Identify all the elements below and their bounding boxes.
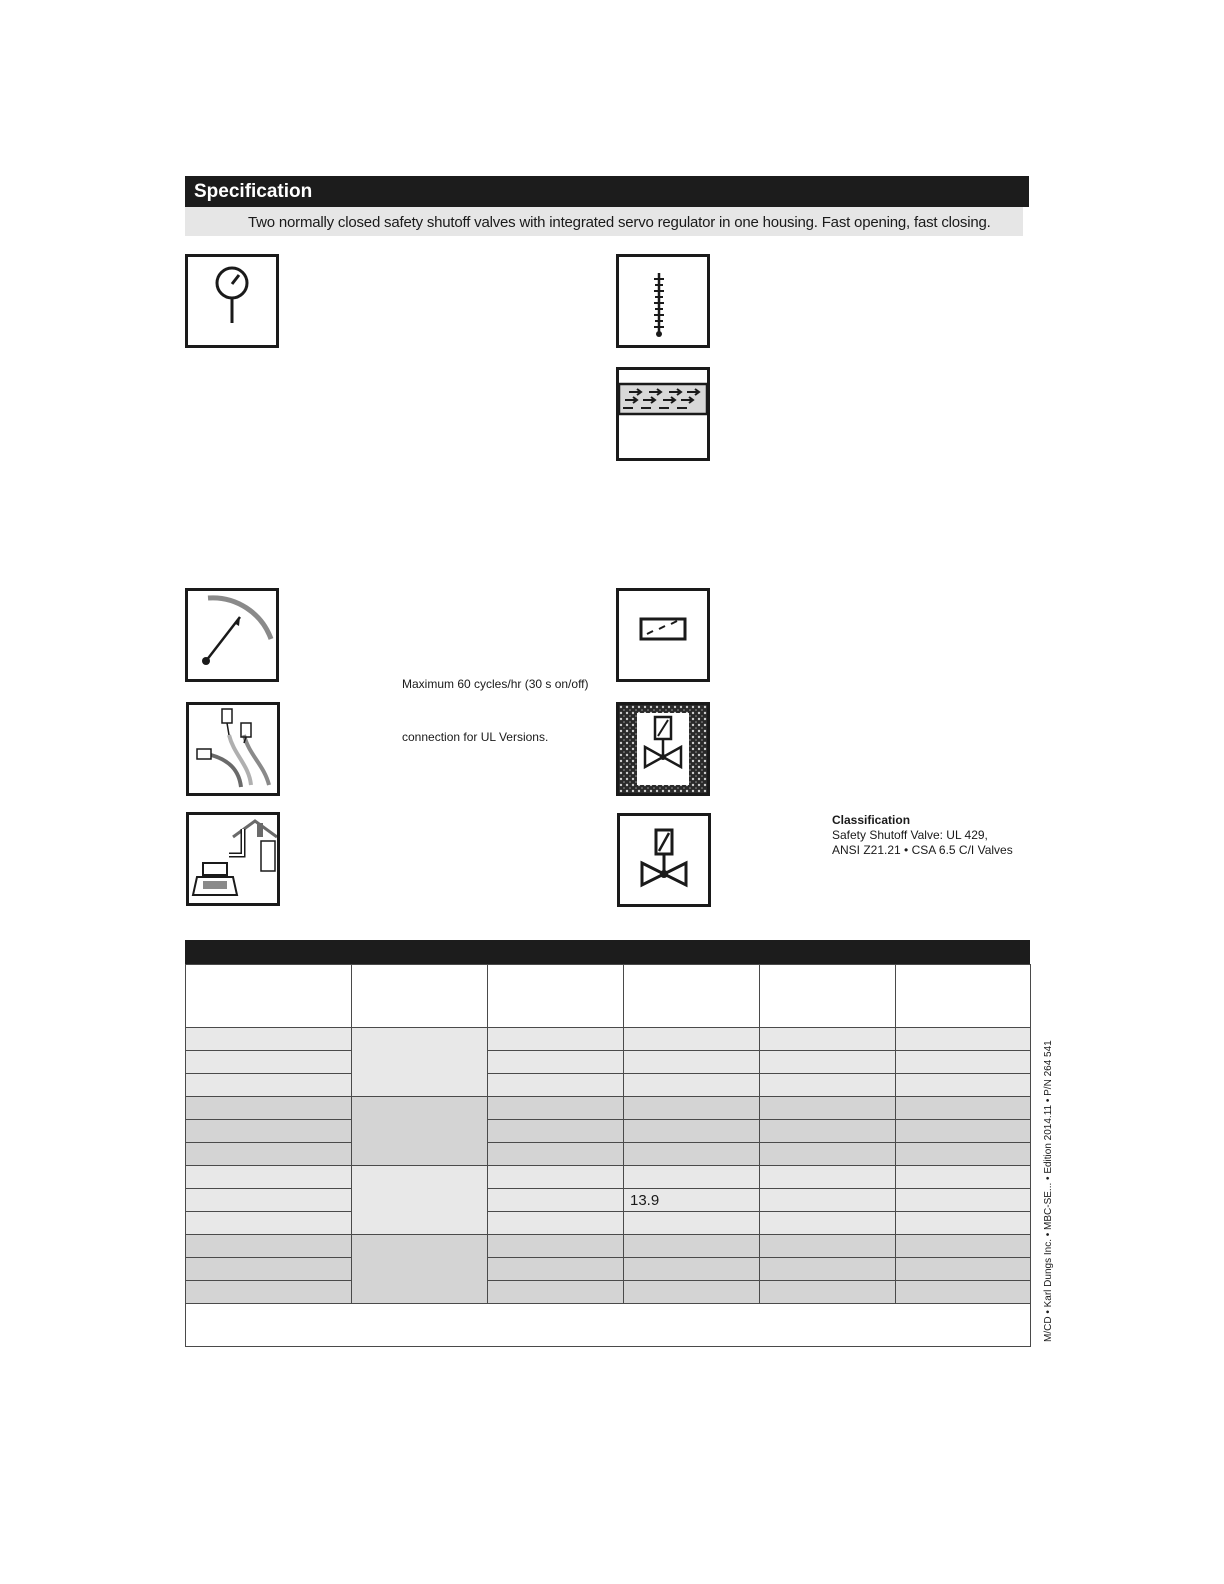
table-cell-value: 13.9 — [624, 1189, 760, 1212]
spec-table — [185, 940, 1030, 1358]
table-row — [186, 1028, 1031, 1051]
classification-line-1: Safety Shutoff Valve: UL 429, — [832, 828, 988, 842]
table-row — [186, 1097, 1031, 1120]
table-row — [186, 1189, 1031, 1212]
wiring-icon — [186, 702, 280, 796]
connection-text: connection for UL Versions. — [402, 730, 549, 744]
table-row — [186, 1120, 1031, 1143]
table-footer-row — [186, 1304, 1031, 1347]
table-row — [186, 1166, 1031, 1189]
table-row — [186, 1051, 1031, 1074]
table-header-row — [186, 965, 1031, 1028]
table-row — [186, 1212, 1031, 1235]
table-header-bar — [185, 940, 1030, 964]
table-row — [186, 1143, 1031, 1166]
classification-line-2: ANSI Z21.21 • CSA 6.5 C/I Valves — [832, 843, 1013, 857]
spec-table-grid — [185, 964, 1031, 1347]
table-row — [186, 1235, 1031, 1258]
specification-description: Two normally closed safety shutoff valves with integrated servo regulator in one housing. Fast opening, fast closing. — [185, 207, 1023, 236]
electrical-box-icon — [616, 588, 710, 682]
installation-icon — [186, 812, 280, 906]
specification-title: Specification — [185, 176, 1029, 207]
dial-icon — [185, 588, 279, 682]
gas-flow-icon — [616, 367, 710, 461]
table-row — [186, 1281, 1031, 1304]
enclosure-valve-icon — [616, 702, 710, 796]
table-row — [186, 1074, 1031, 1097]
pressure-gauge-icon — [185, 254, 279, 348]
solenoid-valve-icon — [617, 813, 711, 907]
cycles-text: Maximum 60 cycles/hr (30 s on/off) — [402, 677, 589, 691]
pressure-scale-icon — [616, 254, 710, 348]
edition-note: M/CD • Karl Dungs Inc. • MBC-SE... • Edition 2014.11 • P/N 264 541 — [1043, 1040, 1054, 1342]
classification-block — [832, 813, 1013, 858]
classification-label: Classification — [832, 813, 911, 827]
table-row — [186, 1258, 1031, 1281]
